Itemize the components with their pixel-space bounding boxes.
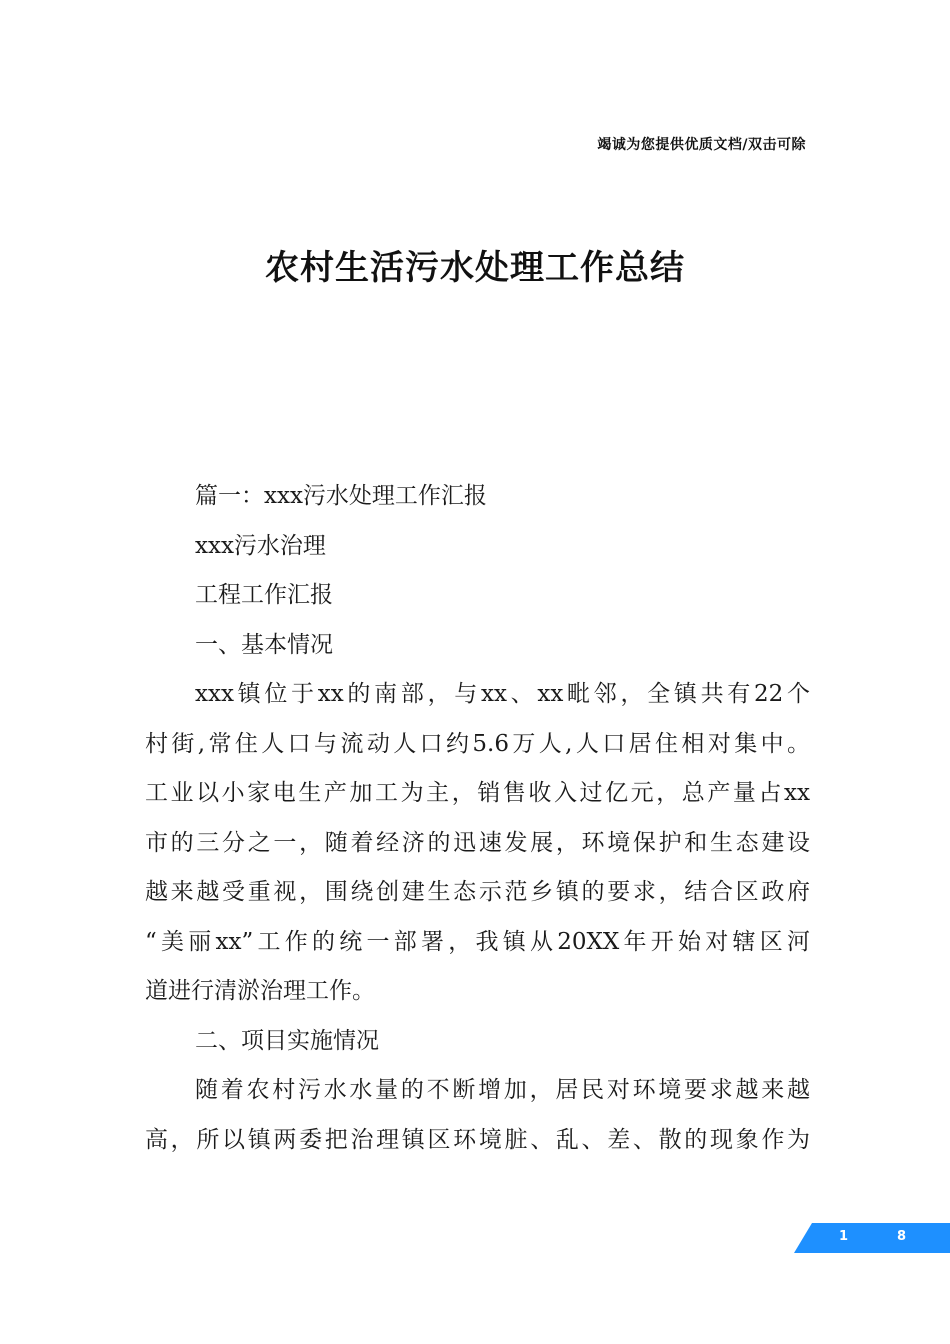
paragraph-line: xxx镇位于xx的南部，与xx、xx毗邻，全镇共有22个 — [195, 681, 810, 707]
paragraph-line: 高，所以镇两委把治理镇区环境脏、乱、差、散的现象作为 — [145, 1126, 810, 1153]
header-note: 竭诚为您提供优质文档/双击可除 — [597, 137, 806, 153]
paragraph-line: 越来越受重视，围绕创建生态示范乡镇的要求，结合区政府 — [145, 879, 810, 905]
paragraph-line: 市的三分之一，随着经济的迅速发展，环境保护和生态建设 — [145, 829, 810, 856]
current-page-number: 1 — [839, 1229, 849, 1244]
section-heading-implementation: 二、项目实施情况 — [195, 1027, 379, 1054]
paragraph-line: xxx污水治理 — [195, 532, 326, 559]
page-tab-shape — [794, 1223, 950, 1253]
section-heading-basic-situation: 一、基本情况 — [195, 631, 333, 658]
document-body — [145, 472, 810, 1165]
document-title: 农村生活污水处理工作总结 — [265, 248, 685, 288]
paragraph-line: 工程工作汇报 — [195, 582, 333, 608]
paragraph-line: 村街,常住人口与流动人口约5.6万人,人口居住相对集中。 — [145, 730, 810, 757]
paragraph-line: “美丽xx”工作的统一部署，我镇从20XX年开始对辖区河 — [145, 928, 810, 955]
section-heading-part-one: 篇一：xxx污水处理工作汇报 — [195, 483, 487, 509]
paragraph-line: 道进行清淤治理工作。 — [145, 978, 375, 1004]
paragraph-line: 随着农村污水水量的不断增加，居民对环境要求越来越 — [195, 1077, 810, 1103]
total-page-number: 8 — [897, 1229, 907, 1244]
page-indicator — [794, 1223, 950, 1253]
paragraph-line: 工业以小家电生产加工为主，销售收入过亿元，总产量占xx — [145, 780, 810, 806]
